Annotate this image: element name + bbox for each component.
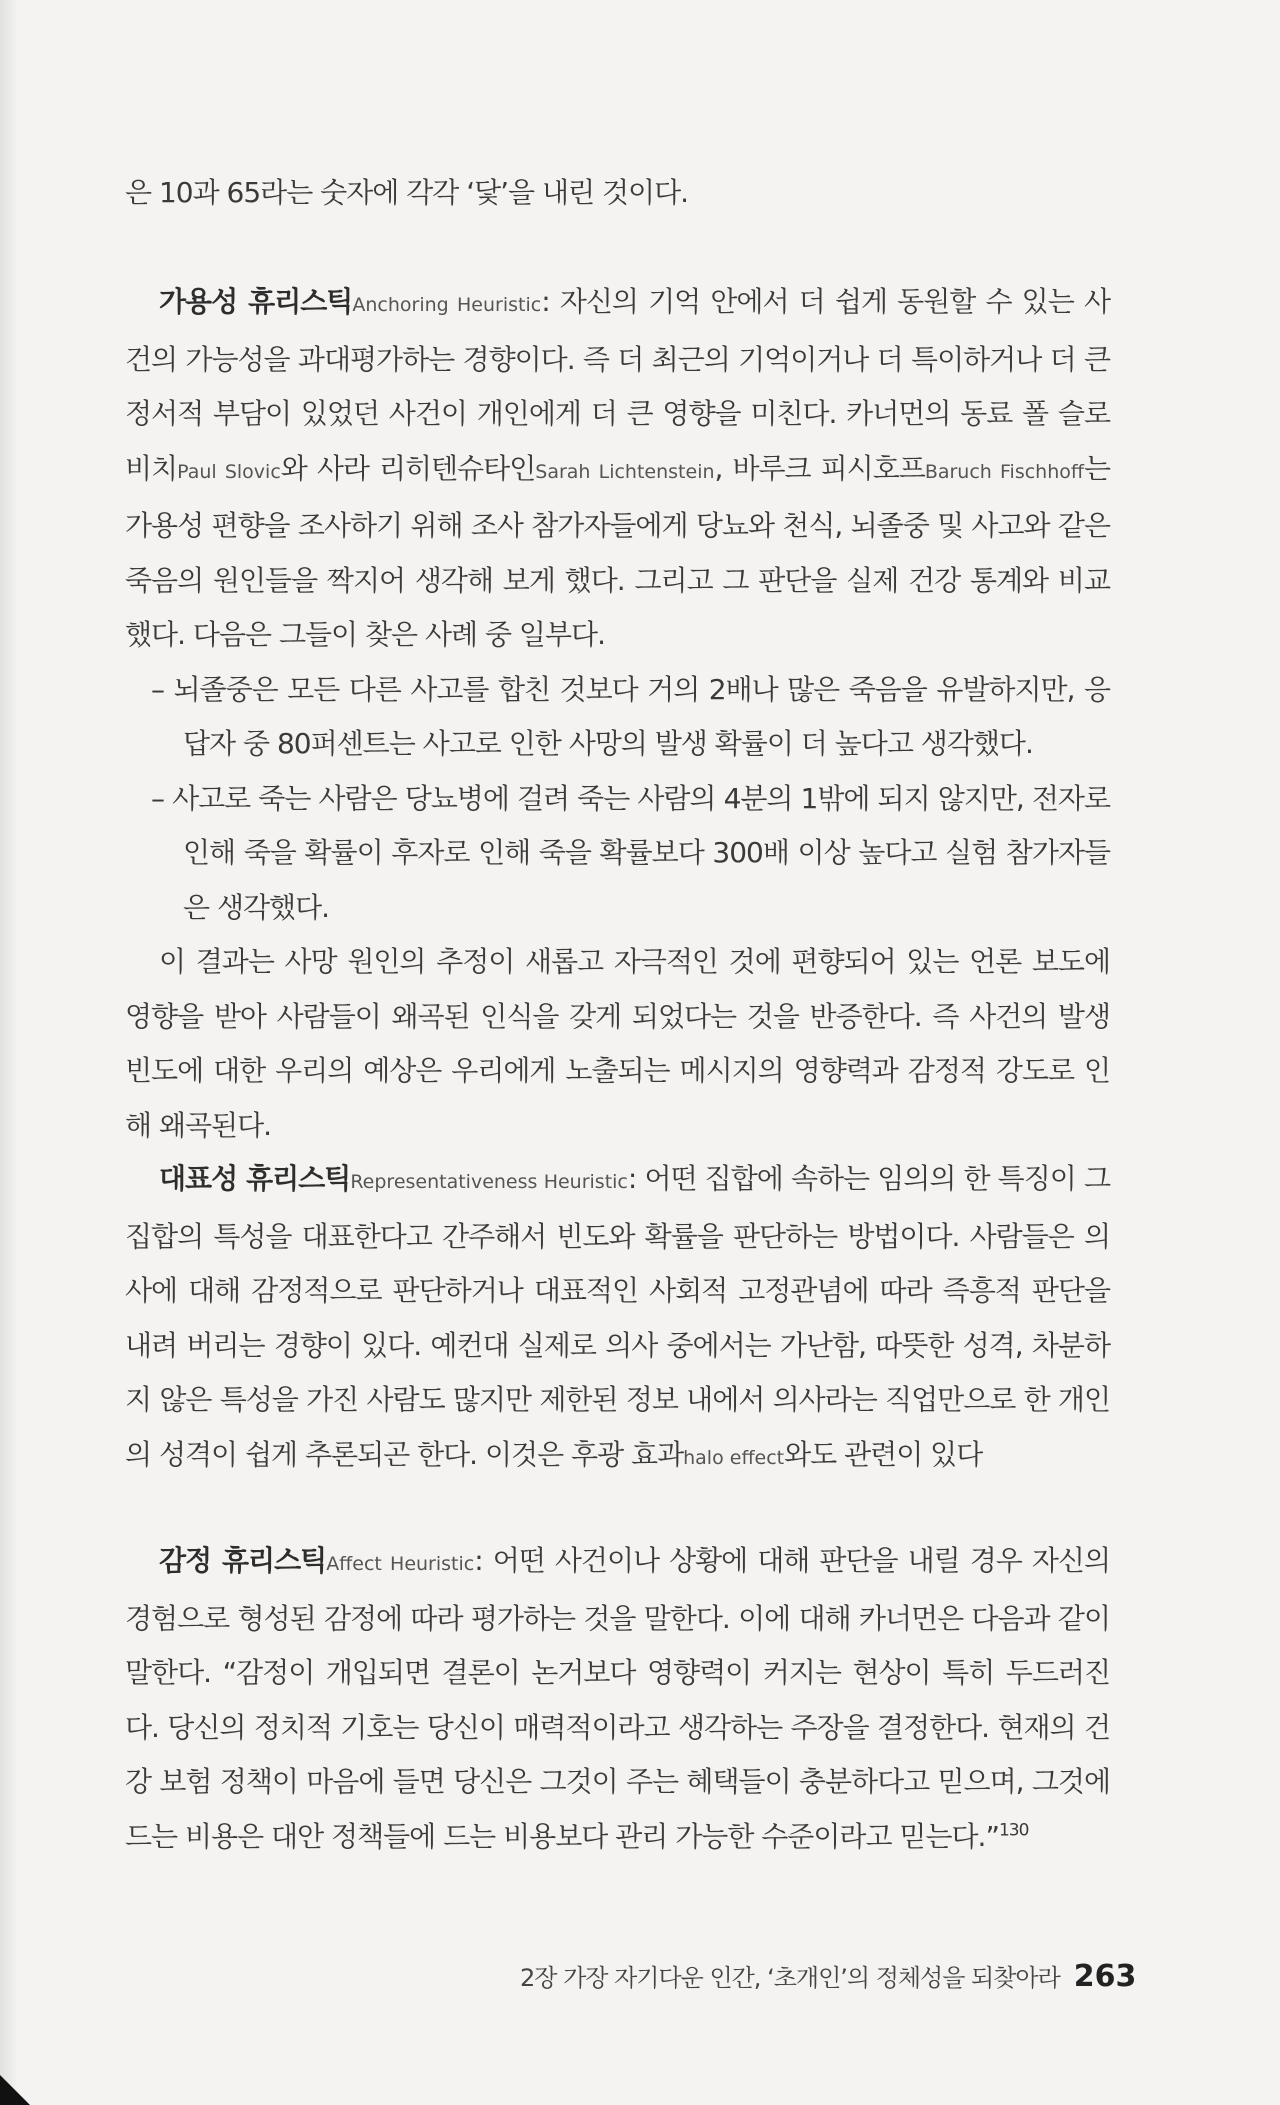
body-text: : 어떤 집합에 속하는 임의의 한 특징이 그 집합의 특성을 대표한다고 간주해서 빈도와 확률을 판단하는 방법이다. 사람들은 의사에 대해 감정적으로 판단하거나 대표적인 사회적 고정관념에 따라 즉흥적 판단을 내려 버리는 경향이 있다. 예컨대 실제로 의사 중에서는 가난함, 따뜻한 성격, 차분하지 않은 특성을 가진 사람도 많지만 제한된 정보 내에서 의사라는 직업만으로 한 개인의 성격이 쉽게 추론되곤 한다. 이것은 후광 효과 [125,1162,1111,1471]
text-continuation [125,166,1110,221]
english-term: Anchoring Heuristic [352,294,542,316]
page-number: 263 [1073,1959,1137,1994]
body-text: 와도 관련이 있다 [784,1437,983,1471]
list-item: – 뇌졸중은 모든 다른 사고를 합친 것보다 거의 2배나 많은 죽음을 유발하지만, 응답자 중 80퍼센트는 사고로 인한 사망의 발생 확률이 더 높다고 생각했다. [151,672,1110,760]
corner-mark [0,2075,30,2105]
body-text: : 어떤 사건이나 상황에 대해 판단을 내릴 경우 자신의 경험으로 형성된 감정에 따라 평가하는 것을 말한다. 이에 대해 카너먼은 다음과 같이 말한다. “감정이 개입되면 결론이 논거보다 영향력이 커지는 현상이 특히 두드러진다. 당신의 정치적 기호는 당신이 매력적이라고 생각하는 주장을 결정한다. 현재의 건강 보험 정책이 마음에 들면 당신은 그것이 주는 혜택들이 충분하다고 믿으며, 그것에 드는 비용은 대안 정책들에 드는 비용보다 관리 가능한 수준이라고 믿는다.” [125,1544,1110,1853]
running-chapter-title: 2장 가장 자기다운 인간, ‘초개인’의 정체성을 되찾아라 [520,1964,1060,1992]
english-name: Paul Slovic [177,460,281,483]
english-name: Sarah Lichtenstein [535,460,715,483]
affect-paragraph [125,1534,1110,1864]
english-term: halo effect [683,1446,785,1469]
english-name: Baruch Fischhoff [924,460,1084,483]
term-heading: 대표성 휴리스틱 [159,1162,351,1195]
list-item: – 사고로 죽는 사람은 당뇨병에 걸려 죽는 사람의 4분의 1밖에 되지 않지만, 전자로 인해 죽을 확률이 후자로 인해 죽을 확률보다 300배 이상 높다고 실험 참가자들은 생각했다. [151,781,1110,924]
term-heading: 감정 휴리스틱 [159,1544,327,1577]
continuation-paragraph: 은 10과 65라는 숫자에 각각 ‘닻’을 내린 것이다. [125,176,689,209]
section-affect-heuristic [125,1534,1110,1864]
example-list [125,663,1110,936]
body-text: 는 가용성 편향을 조사하기 위해 조사 참가자들에게 당뇨와 천식, 뇌졸중 및 사고와 같은 죽음의 원인들을 짝지어 생각해 보게 했다. 그리고 그 판단을 실제 건강 통계와 비교했다. 다음은 그들이 찾은 사례 중 일부다. [125,451,1111,651]
page-edge-shadow [0,0,18,2105]
english-term: Affect Heuristic [326,1553,475,1575]
english-term: Representativeness Heuristic [350,1171,628,1193]
representativeness-paragraph [125,1152,1110,1485]
page-footer [520,1958,1137,1994]
term-heading: 가용성 휴리스틱 [159,285,353,318]
footnote-marker: 130 [998,1820,1029,1841]
availability-paragraph [125,275,1110,663]
body-text: , 바루크 피시호프 [714,451,925,485]
section-representativeness-heuristic [125,1152,1110,1485]
body-text: : 자신의 기억 안에서 더 쉽게 동원할 수 있는 사건의 가능성을 과대평가하는 경향이다. 즉 더 최근의 기억이거나 더 특이하거나 더 큰 정서적 부담이 있었던 사건이 개인에게 더 큰 영향을 미친다. 카너먼의 동료 폴 슬로비치 [125,285,1110,485]
section-availability-heuristic [125,275,1110,1153]
conclusion-paragraph: 이 결과는 사망 원인의 추정이 새롭고 자극적인 것에 편향되어 있는 언론 보도에 영향을 받아 사람들이 왜곡된 인식을 갖게 되었다는 것을 반증한다. 즉 사건의 발생 빈도에 대한 우리의 예상은 우리에게 노출되는 메시지의 영향력과 감정적 강도로 인해 왜곡된다. [125,945,1110,1142]
body-text: 와 사라 리히텐슈타인 [280,451,536,485]
